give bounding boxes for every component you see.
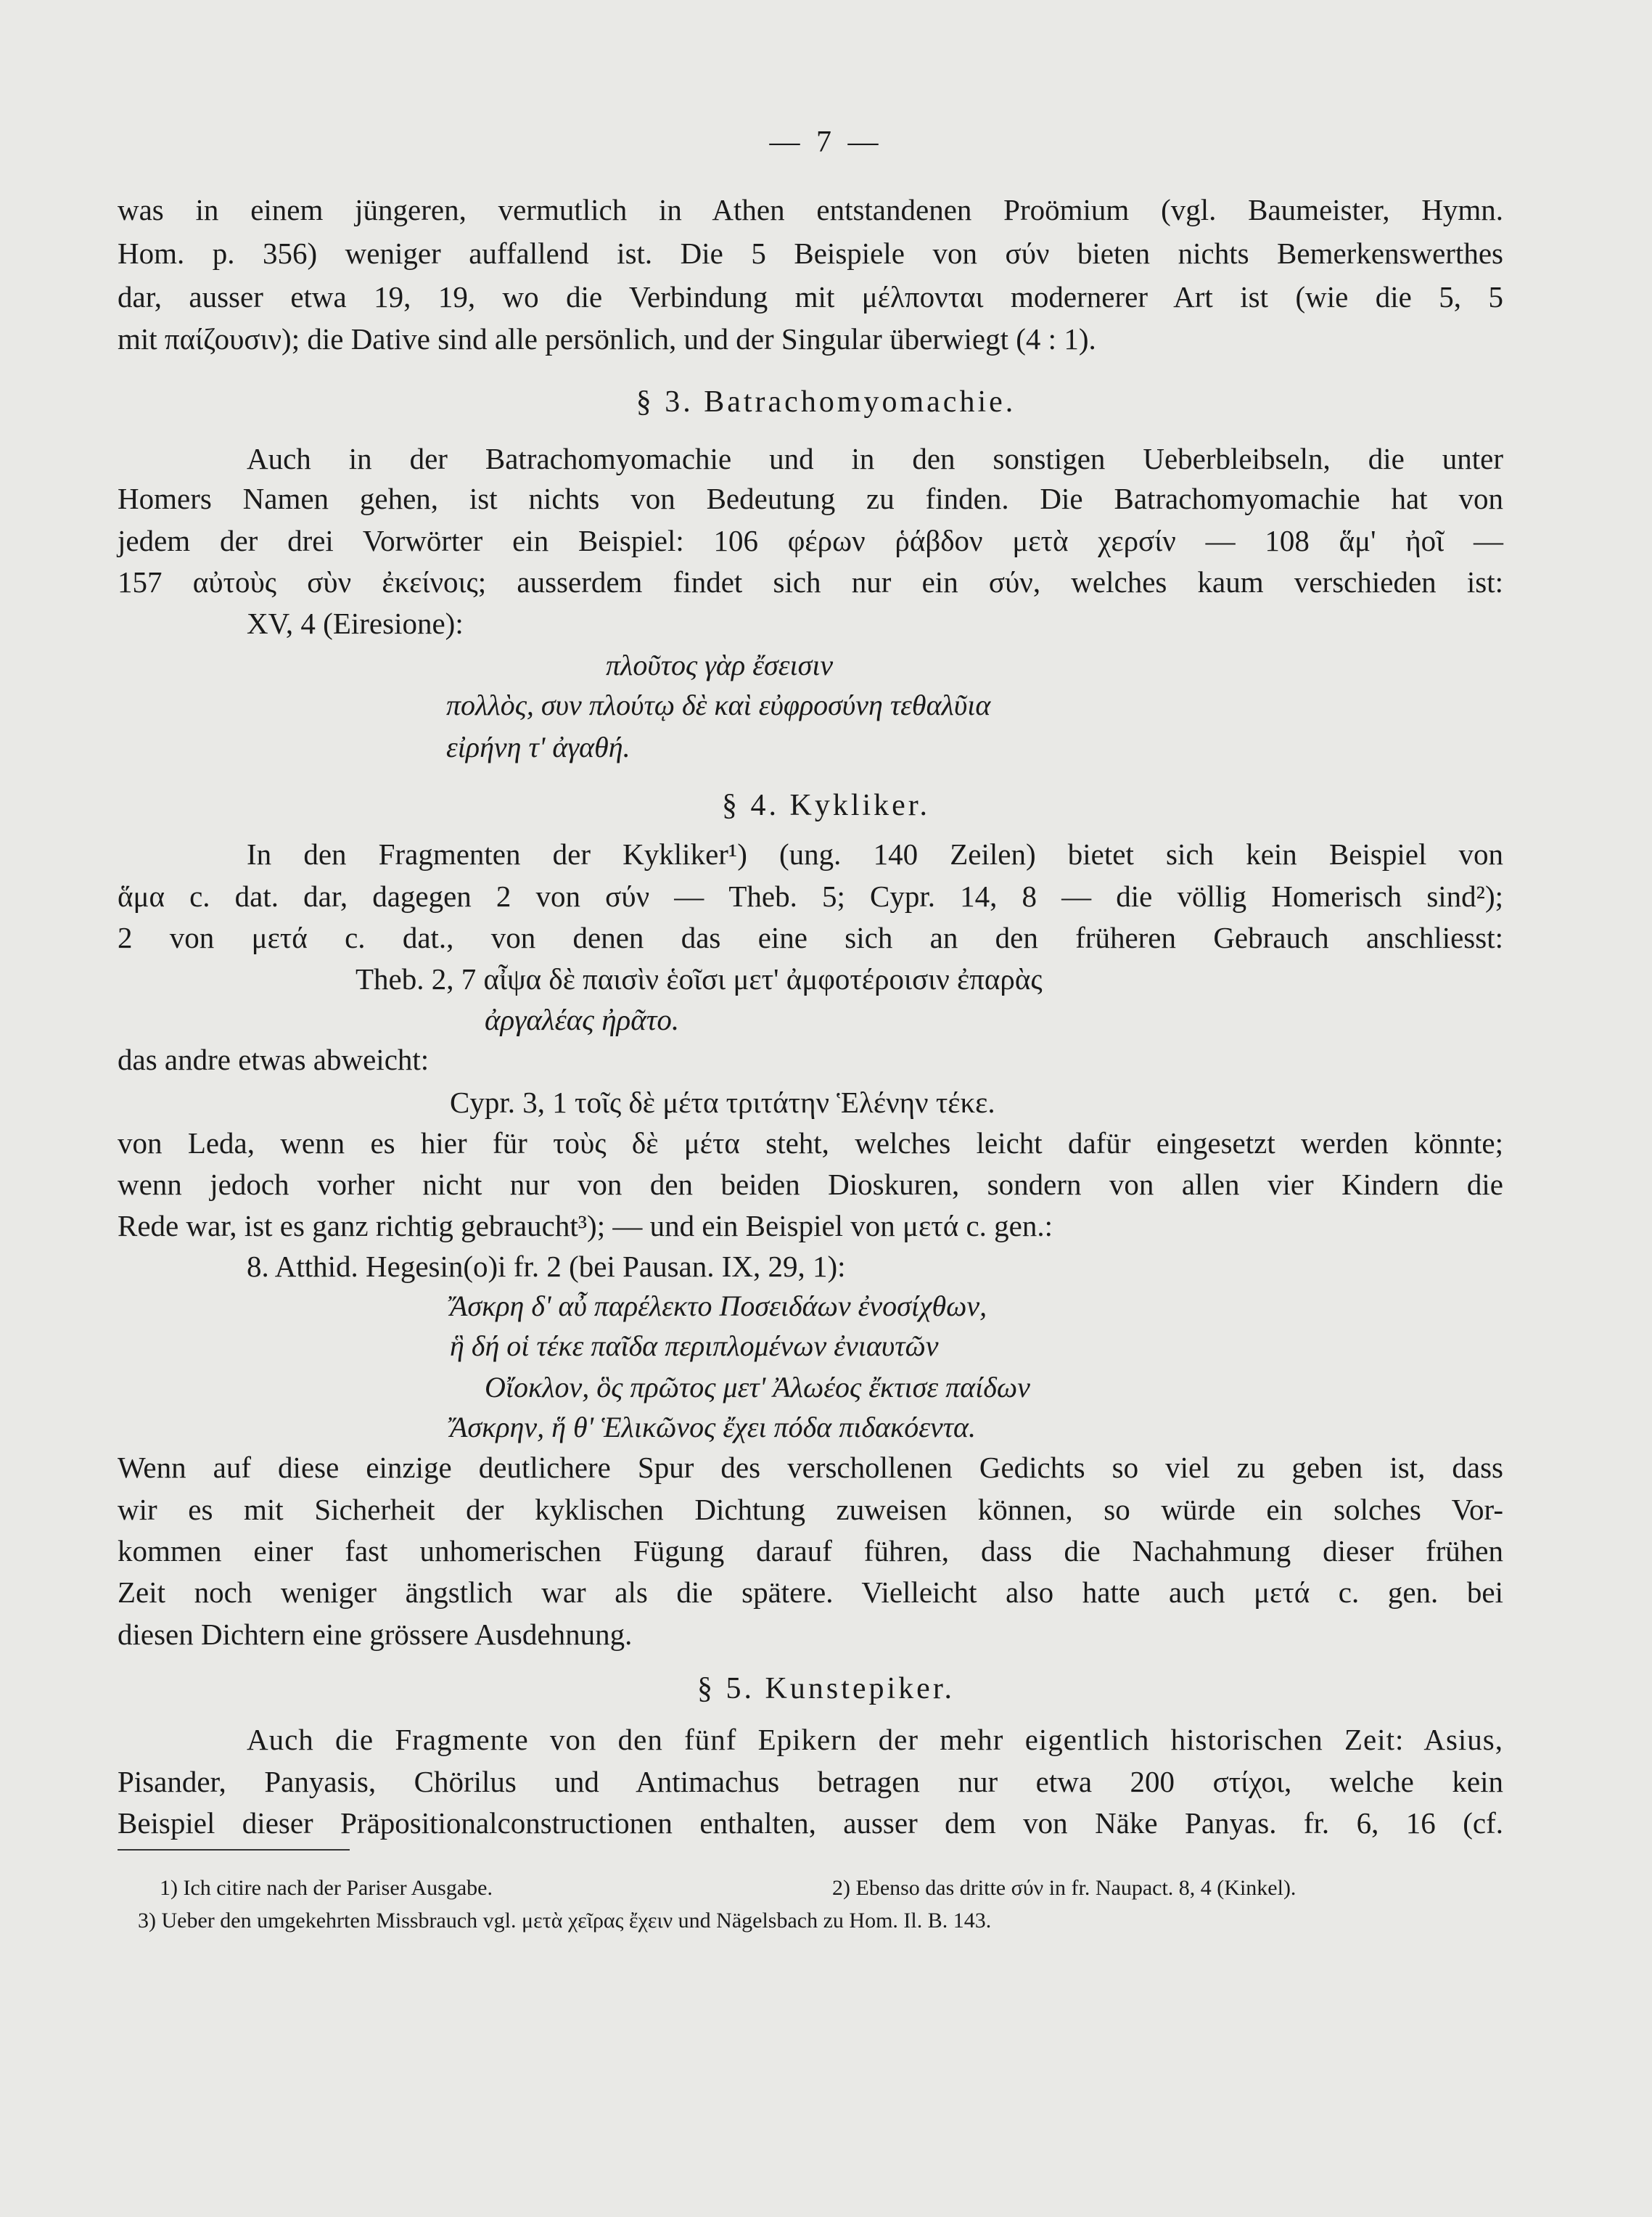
text-line: XV, 4 (Eiresione): (247, 607, 464, 640)
verse-line: Ἄσκρη δ' αὖ παρέλεκτο Ποσειδάων ἐνοσίχθων, (450, 1290, 987, 1322)
text-line: diesen Dichtern eine grössere Ausdehnung. (118, 1618, 633, 1651)
text-line: Auch die Fragmente von den fünf Epikern der mehr eigentlich historischen Zeit: Asius, (247, 1723, 1503, 1756)
section-heading-5: § 5. Kunstepiker. (697, 1672, 955, 1705)
footnote-3: 3) Ueber den umgekehrten Missbrauch vgl. μετὰ χεῖρας ἔχειν und Nägelsbach zu Hom. Il. B. 143. (138, 1909, 992, 1933)
footnote-rule (118, 1849, 350, 1851)
text-line: das andre etwas abweicht: (118, 1043, 430, 1076)
text-line: Cypr. 3, 1 τοῖς δὲ μέτα τριτάτην Ἑλένην τέκε. (450, 1086, 995, 1119)
text-line: 8. Atthid. Hegesin(o)i fr. 2 (bei Pausan. IX, 29, 1): (247, 1250, 846, 1283)
text-line: Wenn auf diese einzige deutlichere Spur des verschollenen Gedichts so viel zu geben ist, dass (118, 1451, 1503, 1484)
text-line: was in einem jüngeren, vermutlich in Athen entstandenen Proömium (vgl. Baumeister, Hymn. (118, 193, 1503, 226)
text-line: Homers Namen gehen, ist nichts von Bedeutung zu finden. Die Batrachomyomachie hat von (118, 482, 1503, 515)
section-heading-3: § 3. Batrachomyomachie. (636, 385, 1016, 419)
text-line: wenn jedoch vorher nicht nur von den beiden Dioskuren, sondern von allen vier Kindern die (118, 1168, 1503, 1201)
text-line: Hom. p. 356) weniger auffallend ist. Die 5 Beispiele von σύν bieten nichts Bemerkenswerthes (118, 237, 1503, 270)
text-line: 157 αὐτοὺς σὺν ἐκείνοις; ausserdem findet sich nur ein σύν, welches kaum verschieden ist: (118, 565, 1503, 599)
footnote-2: 2) Ebenso das dritte σύν in fr. Naupact. 8, 4 (Kinkel). (832, 1876, 1296, 1900)
text-line: Beispiel dieser Präpositionalconstructionen enthalten, ausser dem von Näke Panyas. fr. 6, 16 (cf. (118, 1806, 1503, 1840)
section-heading-4: § 4. Kykliker. (722, 789, 930, 822)
text-line: mit παίζουσιν); die Dative sind alle persönlich, und der Singular überwiegt (4 : 1). (118, 322, 1096, 356)
text-line: Theb. 2, 7 αἶψα δὲ παισὶν ἑοῖσι μετ' ἀμφοτέροισιν ἐπαρὰς (356, 962, 1043, 996)
text-line: von Leda, wenn es hier für τοὺς δὲ μέτα steht, welches leicht dafür eingesetzt werden könnte; (118, 1126, 1503, 1160)
verse-line: εἰρήνη τ' ἀγαθή. (446, 731, 630, 763)
verse-line: πολλὸς, συν πλούτῳ δὲ καὶ εὐφροσύνη τεθαλῦια (446, 689, 991, 721)
text-line: Pisander, Panyasis, Chörilus und Antimachus betragen nur etwa 200 στίχοι, welche kein (118, 1765, 1503, 1798)
page-number: — 7 — (769, 126, 883, 159)
text-line: kommen einer fast unhomerischen Fügung darauf führen, dass die Nachahmung dieser frühen (118, 1534, 1503, 1568)
text-line: Rede war, ist es ganz richtig gebraucht³); — und ein Beispiel von μετά c. gen.: (118, 1209, 1053, 1242)
verse-line: ἣ δή οἱ τέκε παῖδα περιπλομένων ἐνιαυτῶν (450, 1329, 939, 1362)
verse-line: πλοῦτος γὰρ ἔσεισιν (606, 649, 834, 681)
text-line: ἀργαλέας ἠρᾶτο. (485, 1003, 680, 1036)
verse-line: Ἄσκρην, ἥ θ' Ἑλικῶνος ἔχει πόδα πιδακόεντα. (450, 1411, 977, 1443)
footnote-1: 1) Ich citire nach der Pariser Ausgabe. (160, 1876, 493, 1900)
text-line: dar, ausser etwa 19, 19, wo die Verbindung mit μέλπονται modernerer Art ist (wie die 5, 5 (118, 280, 1503, 314)
text-line: Zeit noch weniger ängstlich war als die spätere. Vielleicht also hatte auch μετά c. gen. bei (118, 1575, 1503, 1609)
text-line: ἅμα c. dat. dar, dagegen 2 von σύν — Theb. 5; Cypr. 14, 8 — die völlig Homerisch sind²); (118, 880, 1503, 913)
text-line: In den Fragmenten der Kykliker¹) (ung. 140 Zeilen) bietet sich kein Beispiel von (247, 837, 1503, 871)
verse-line: Οἴοκλον, ὃς πρῶτος μετ' Ἀλωέος ἔκτισε παίδων (485, 1371, 1030, 1403)
text-line: Auch in der Batrachomyomachie und in den sonstigen Ueberbleibseln, die unter (247, 442, 1503, 475)
text-line: jedem der drei Vorwörter ein Beispiel: 106 φέρων ῥάβδον μετὰ χερσίν — 108 ἅμ' ἠοῖ — (118, 524, 1503, 557)
text-line: wir es mit Sicherheit der kyklischen Dichtung zuweisen können, so würde ein solches Vor- (118, 1493, 1503, 1526)
text-line: 2 von μετά c. dat., von denen das eine sich an den früheren Gebrauch anschliesst: (118, 921, 1503, 954)
